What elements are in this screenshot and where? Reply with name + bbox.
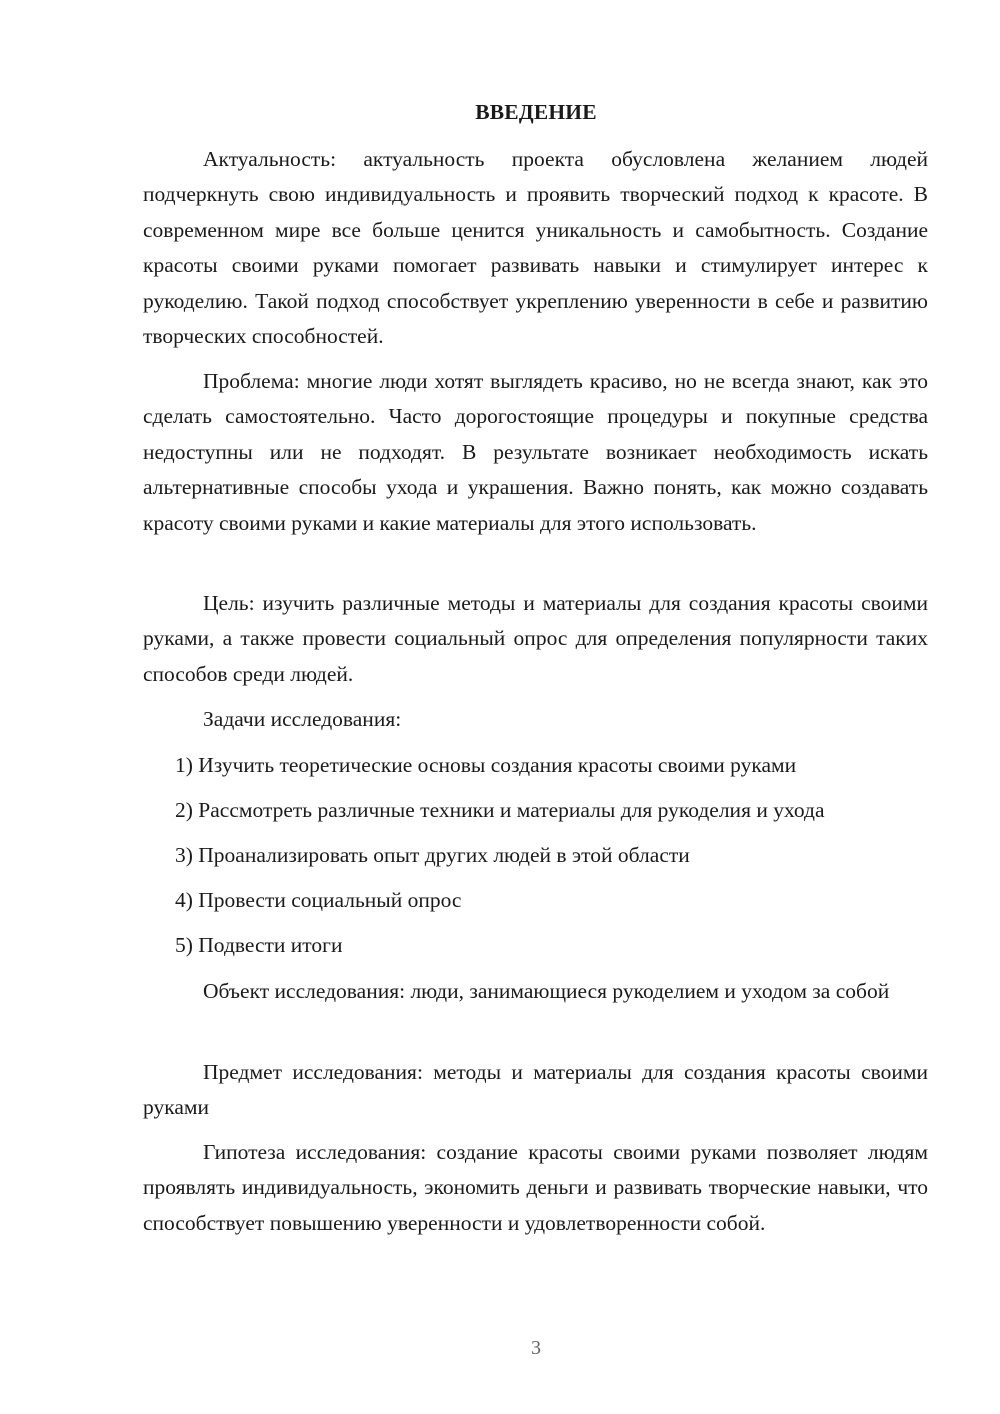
paragraph-relevance: Актуальность: актуальность проекта обусловлена желанием людей подчеркнуть свою индивидуальность и проявить творческий подход к красоте. В современном мире все больше ценится уникальность и самобытность. Создание красоты своими руками помогает развивать навыки и стимулирует интерес к рукоделию. Такой подход способствует укреплению уверенности в себе и развитию творческих способностей. xyxy=(143,147,928,349)
task-item: 3) Проанализировать опыт других людей в этой области xyxy=(175,843,690,867)
paragraph-problem: Проблема: многие люди хотят выглядеть красиво, но не всегда знают, как это сделать самостоятельно. Часто дорогостоящие процедуры и покупные средства недоступны или не подходят. В результате возникает необходимость искать альтернативные способы ухода и украшения. Важно понять, как можно создавать красоту своими руками и какие материалы для этого использовать. xyxy=(143,369,928,535)
task-item: 5) Подвести итоги xyxy=(175,933,343,957)
task-item: 1) Изучить теоретические основы создания красоты своими руками xyxy=(175,753,797,777)
paragraph-goal: Цель: изучить различные методы и материалы для создания красоты своими руками, а также провести социальный опрос для определения популярности таких способов среди людей. xyxy=(143,591,928,686)
page-title: ВВЕДЕНИЕ xyxy=(475,100,597,124)
paragraph-subject: Предмет исследования: методы и материалы для создания красоты своими руками xyxy=(143,1060,928,1120)
tasks-heading: Задачи исследования: xyxy=(203,707,402,731)
task-item: 2) Рассмотреть различные техники и материалы для рукоделия и ухода xyxy=(175,798,825,822)
task-item: 4) Провести социальный опрос xyxy=(175,888,462,912)
paragraph-object: Объект исследования: люди, занимающиеся рукоделием и уходом за собой xyxy=(203,979,890,1003)
paragraph-hypothesis: Гипотеза исследования: создание красоты своими руками позволяет людям проявлять индивидуальность, экономить деньги и развивать творческие навыки, что способствует повышению уверенности и удовлетворенности собой. xyxy=(143,1140,928,1235)
page-number: 3 xyxy=(531,1337,541,1359)
